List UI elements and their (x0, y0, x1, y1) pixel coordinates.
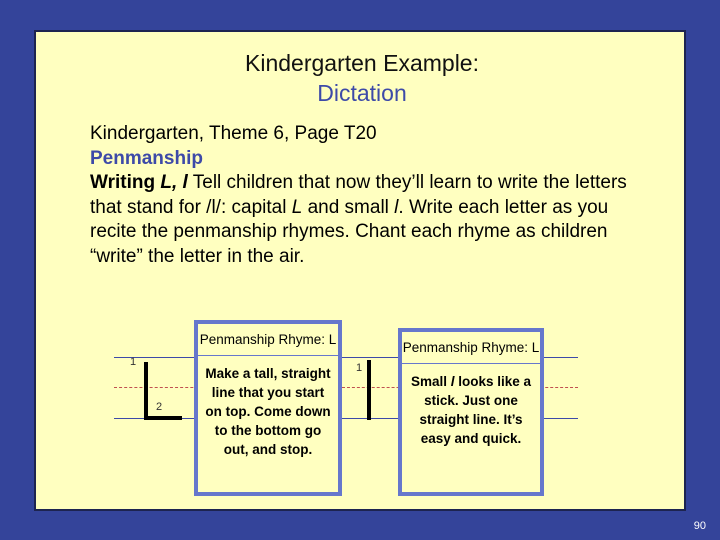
rhyme-heading: Penmanship Rhyme: L (199, 332, 337, 347)
title-line-1: Kindergarten Example: (245, 50, 479, 76)
rhyme-text (402, 364, 540, 448)
capital-L-stem (144, 362, 148, 420)
page-number: 90 (693, 520, 706, 532)
instruction-text-a: Tell children that now they’ll learn to write the letters that stand for /l/: capital (90, 172, 627, 218)
rhyme-text-small: Small (410, 374, 451, 389)
small-l: l (394, 196, 399, 218)
instruction-text-c: . Write each letter as you recite the penmanship rhymes. Chant each rhyme as children “write” the letter in the air. (90, 196, 609, 267)
writing-label: Writing (90, 172, 156, 193)
instruction-text-b: and small (302, 196, 395, 218)
capital-L-foot (144, 416, 182, 420)
rhyme-box-capital (194, 320, 342, 496)
small-l-stroke (367, 360, 371, 420)
rhyme-text-rest: looks like a stick. Just one straight line. It’s easy and quick. (419, 374, 532, 446)
stroke-number-1: 1 (130, 356, 137, 368)
source-reference: Kindergarten, Theme 6, Page T20 (90, 123, 377, 144)
rhyme-text: Make a tall, straight line that you start on top. Come down to the bottom go out, and stop. (205, 366, 331, 457)
letters-label: L, l (160, 172, 188, 193)
slide (34, 30, 686, 511)
title-line-2: Dictation (317, 80, 407, 106)
stroke-number-2: 2 (156, 401, 163, 413)
instruction-paragraph (90, 171, 650, 269)
rhyme-text-letter: l (450, 374, 455, 389)
body-text (90, 122, 650, 269)
slide-title (36, 48, 688, 108)
section-heading: Penmanship (90, 147, 203, 169)
rhyme-heading: Penmanship Rhyme: L (402, 340, 540, 355)
capital-L: L (291, 196, 303, 218)
stroke-number-1-right: 1 (356, 362, 363, 374)
rhyme-box-small (398, 328, 544, 496)
